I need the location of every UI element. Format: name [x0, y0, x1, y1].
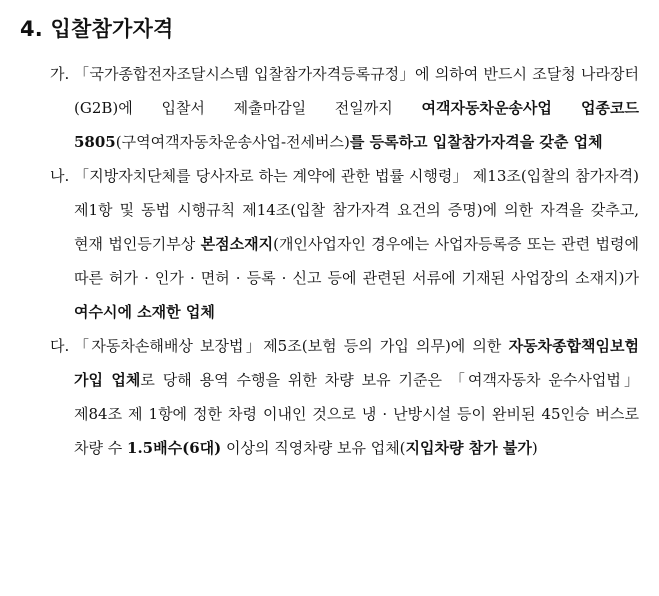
section-title: 입찰참가자격: [50, 17, 174, 41]
eligibility-item-da: [20, 329, 639, 465]
item-emphasis-segment: 자동차종합책임보험 가입 업체: [74, 337, 639, 389]
item-text-segment: (개인사업자인 경우에는 사업자등록증 또는 관련 법령에 따른 허가 · 인가 · 면허 · 등록 · 신고 등에 관련된 서류에 기재된 사업장의 소재지)가: [74, 235, 639, 287]
item-emphasis-segment: 를 등록하고 입찰참가자격을 갖춘 업체: [349, 133, 603, 151]
item-emphasis-segment: 1.5배수(6대): [127, 439, 222, 457]
section-number: 4.: [20, 17, 43, 41]
item-emphasis-segment: 여수시에 소재한 업체: [74, 303, 215, 321]
item-marker: 다.: [50, 337, 70, 355]
item-marker: 나.: [50, 167, 70, 185]
item-emphasis-segment: 여객자동차운송사업 업종코드 5805: [74, 99, 640, 151]
item-emphasis-segment: 지입차량 참가 불가: [405, 439, 532, 457]
item-text-segment: 「국가종합전자조달시스템 입찰참가자격등록규정」에 의하여 반드시 조달청 나라장터(G2B)에 입찰서 제출마감일 전일까지: [74, 65, 639, 117]
item-text-segment: (구역여객자동차운송사업-전세버스): [115, 133, 350, 151]
eligibility-list: [20, 57, 639, 465]
eligibility-item-na: [20, 159, 639, 329]
item-text-segment: 이상의 직영차량 보유 업체(: [221, 439, 406, 457]
item-marker: 가.: [50, 65, 70, 83]
item-emphasis-segment: 본점소재지: [200, 235, 274, 253]
item-text-segment: 로 당해 용역 수행을 위한 차량 보유 기준은 「여객자동차 운수사업법」 제84조 제 1항에 정한 차령 이내인 것으로 냉 · 난방시설 등이 완비된 45인승 버스로 차량 수: [74, 371, 639, 457]
section-heading: [20, 16, 639, 42]
item-text-segment: 「자동차손해배상 보장법」제5조(보험 등의 가입 의무)에 의한: [74, 337, 509, 355]
item-text-segment: ): [531, 439, 538, 457]
eligibility-item-ga: [20, 57, 639, 159]
item-text-segment: 「지방자치단체를 당사자로 하는 계약에 관한 법률 시행령」 제13조(입찰의 참가자격) 제1항 및 동법 시행규칙 제14조(입찰 참가자격 요건의 증명)에 의한 자격을 갖추고, 현재 법인등기부상: [74, 167, 639, 253]
